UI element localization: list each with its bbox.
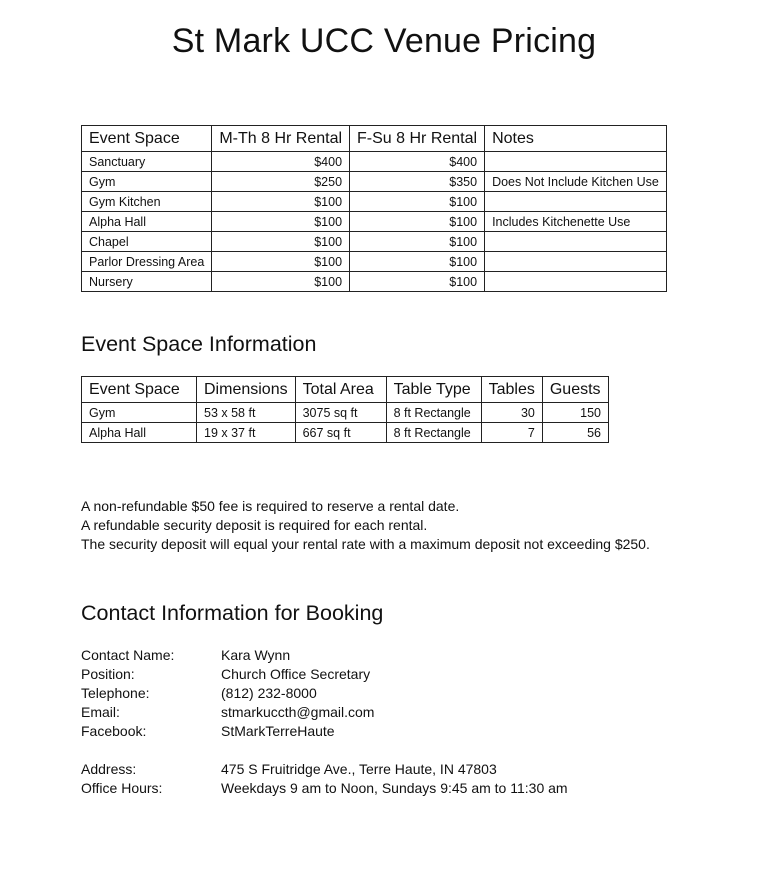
- event-space-info-table: [81, 376, 609, 443]
- facebook-value: StMarkTerreHaute: [221, 723, 335, 739]
- cell-fsu-price: $100: [350, 232, 485, 252]
- position-label: Position:: [81, 666, 135, 682]
- contact-row-email: [81, 703, 374, 722]
- table-row: [82, 232, 667, 252]
- pricing-header-row: [82, 126, 667, 152]
- cell-notes: Includes Kitchenette Use: [485, 212, 667, 232]
- header-total-area: Total Area: [295, 377, 386, 403]
- cell-space: Alpha Hall: [82, 423, 197, 443]
- location-details: [81, 760, 568, 798]
- cell-mth-price: $400: [212, 152, 350, 172]
- cell-fsu-price: $100: [350, 192, 485, 212]
- header-table-type: Table Type: [386, 377, 481, 403]
- cell-table-type: 8 ft Rectangle: [386, 423, 481, 443]
- cell-notes: [485, 252, 667, 272]
- header-event-space: Event Space: [82, 126, 212, 152]
- cell-notes: [485, 232, 667, 252]
- telephone-label: Telephone:: [81, 685, 150, 701]
- email-label: Email:: [81, 704, 120, 720]
- cell-tables: 7: [481, 423, 542, 443]
- position-value: Church Office Secretary: [221, 666, 371, 682]
- cell-space: Nursery: [82, 272, 212, 292]
- table-row: [82, 252, 667, 272]
- cell-space: Alpha Hall: [82, 212, 212, 232]
- cell-space: Gym Kitchen: [82, 192, 212, 212]
- cell-space: Chapel: [82, 232, 212, 252]
- header-fsu-rental: F-Su 8 Hr Rental: [350, 126, 485, 152]
- contact-name-label: Contact Name:: [81, 647, 175, 663]
- info-header-row: [82, 377, 609, 403]
- cell-dimensions: 53 x 58 ft: [197, 403, 296, 423]
- cell-guests: 56: [542, 423, 608, 443]
- telephone-value: (812) 232-8000: [221, 685, 317, 701]
- header-mth-rental: M-Th 8 Hr Rental: [212, 126, 350, 152]
- cell-space: Gym: [82, 403, 197, 423]
- cell-space: Parlor Dressing Area: [82, 252, 212, 272]
- cell-total-area: 667 sq ft: [295, 423, 386, 443]
- cell-space: Sanctuary: [82, 152, 212, 172]
- cell-notes: [485, 192, 667, 212]
- cell-tables: 30: [481, 403, 542, 423]
- email-value: stmarkuccth@gmail.com: [221, 704, 375, 720]
- rental-terms: [81, 497, 701, 554]
- cell-space: Gym: [82, 172, 212, 192]
- contact-row-facebook: [81, 722, 374, 741]
- cell-fsu-price: $350: [350, 172, 485, 192]
- cell-mth-price: $250: [212, 172, 350, 192]
- cell-notes: [485, 272, 667, 292]
- table-row: [82, 152, 667, 172]
- contact-row-address: [81, 760, 568, 779]
- cell-guests: 150: [542, 403, 608, 423]
- cell-table-type: 8 ft Rectangle: [386, 403, 481, 423]
- contact-name-value: Kara Wynn: [221, 647, 291, 663]
- office-hours-label: Office Hours:: [81, 780, 163, 796]
- contact-row-position: [81, 665, 374, 684]
- cell-fsu-price: $100: [350, 252, 485, 272]
- header-tables: Tables: [481, 377, 542, 403]
- cell-mth-price: $100: [212, 252, 350, 272]
- table-row: [82, 403, 609, 423]
- cell-fsu-price: $100: [350, 272, 485, 292]
- table-row: [82, 212, 667, 232]
- cell-dimensions: 19 x 37 ft: [197, 423, 296, 443]
- address-label: Address:: [81, 761, 137, 777]
- header-dimensions: Dimensions: [197, 377, 296, 403]
- section-title-event-space-info: Event Space Information: [81, 332, 317, 356]
- cell-fsu-price: $400: [350, 152, 485, 172]
- table-row: [82, 272, 667, 292]
- header-event-space: Event Space: [82, 377, 197, 403]
- facebook-label: Facebook:: [81, 723, 147, 739]
- office-hours-value: Weekdays 9 am to Noon, Sundays 9:45 am to 11:30 am: [221, 780, 568, 796]
- fee-note: A non-refundable $50 fee is required to reserve a rental date.: [81, 498, 460, 514]
- cell-total-area: 3075 sq ft: [295, 403, 386, 423]
- page-title: St Mark UCC Venue Pricing: [171, 22, 597, 60]
- header-guests: Guests: [542, 377, 608, 403]
- table-row: [82, 172, 667, 192]
- table-row: [82, 192, 667, 212]
- cell-notes: Does Not Include Kitchen Use: [485, 172, 667, 192]
- table-row: [82, 423, 609, 443]
- contact-row-name: [81, 646, 374, 665]
- cell-fsu-price: $100: [350, 212, 485, 232]
- deposit-note: A refundable security deposit is required for each rental.: [81, 517, 428, 533]
- contact-details: [81, 646, 374, 741]
- contact-row-telephone: [81, 684, 374, 703]
- pricing-table: [81, 125, 667, 292]
- contact-row-office-hours: [81, 779, 568, 798]
- cell-mth-price: $100: [212, 192, 350, 212]
- cell-mth-price: $100: [212, 232, 350, 252]
- address-value: 475 S Fruitridge Ave., Terre Haute, IN 47803: [221, 761, 497, 777]
- cell-notes: [485, 152, 667, 172]
- deposit-max-note: The security deposit will equal your rental rate with a maximum deposit not exceeding $250.: [81, 536, 650, 552]
- header-notes: Notes: [485, 126, 667, 152]
- cell-mth-price: $100: [212, 212, 350, 232]
- section-title-contact: Contact Information for Booking: [81, 601, 384, 625]
- cell-mth-price: $100: [212, 272, 350, 292]
